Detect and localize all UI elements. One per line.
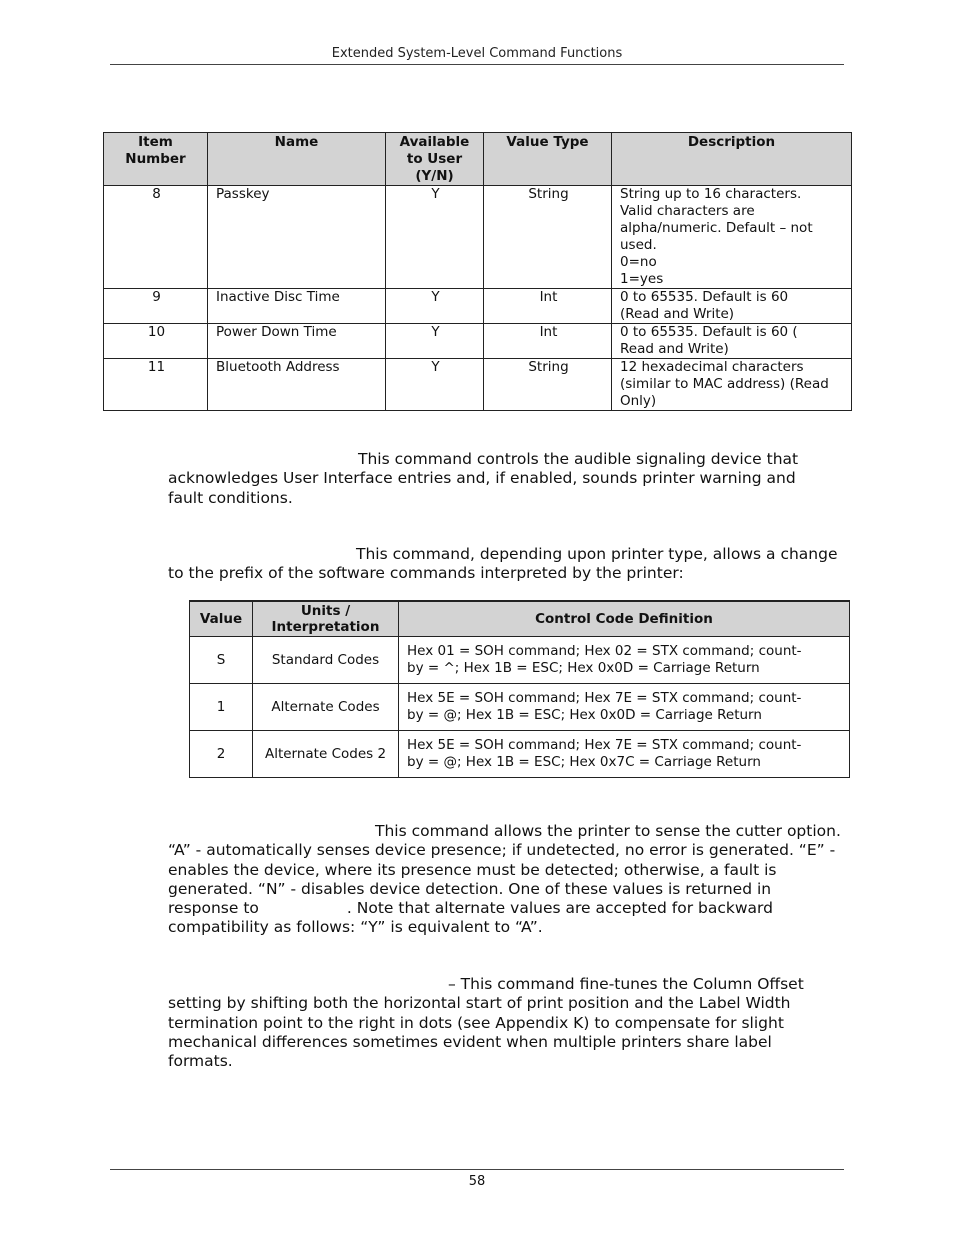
table-header-row xyxy=(104,133,852,186)
header-item-number: Item Number xyxy=(104,133,208,186)
def-line: by = @; Hex 1B = ESC; Hex 0x0D = Carriage Return xyxy=(407,707,762,723)
table-row xyxy=(104,359,852,411)
table-row xyxy=(104,186,852,289)
cell-type: String xyxy=(484,186,612,289)
cell-definition xyxy=(399,637,850,684)
cell-item: 9 xyxy=(104,289,208,324)
table-row xyxy=(190,731,850,778)
paragraph-text: This command controls the audible signaling device that xyxy=(358,450,799,468)
cell-name: Bluetooth Address xyxy=(208,359,386,411)
desc-line: Read and Write) xyxy=(620,341,729,357)
paragraph-line: enables the device, where its presence must be detected; otherwise, a fault is xyxy=(168,860,777,879)
paragraph-line: “A” - automatically senses device presence; if undetected, no error is generated. “E” - xyxy=(168,841,836,860)
cell-name: Power Down Time xyxy=(208,324,386,359)
header-description: Description xyxy=(612,133,852,186)
desc-line: (similar to MAC address) (Read xyxy=(620,376,829,392)
header-value: Value xyxy=(190,601,253,637)
paragraph-text: This command, depending upon printer type, allows a change xyxy=(356,545,838,563)
table-header-row xyxy=(190,601,850,637)
paragraph-line: mechanical differences sometimes evident when multiple printers share label xyxy=(168,1032,772,1051)
control-codes-table xyxy=(189,600,850,778)
cell-type: String xyxy=(484,359,612,411)
footer-rule xyxy=(110,1169,844,1170)
cell-units: Standard Codes xyxy=(253,637,399,684)
cell-description xyxy=(612,324,852,359)
table-row xyxy=(190,684,850,731)
cell-item: 8 xyxy=(104,186,208,289)
def-line: by = @; Hex 1B = ESC; Hex 0x7C = Carriage Return xyxy=(407,754,761,770)
paragraph-line xyxy=(168,899,858,918)
cell-value: 2 xyxy=(190,731,253,778)
cell-available: Y xyxy=(386,324,484,359)
paragraph-line: setting by shifting both the horizontal start of print position and the Label Width xyxy=(168,994,791,1013)
page-number: 58 xyxy=(468,1174,486,1189)
paragraph-line xyxy=(168,545,858,564)
cell-available: Y xyxy=(386,186,484,289)
cell-available: Y xyxy=(386,289,484,324)
desc-line: Only) xyxy=(620,393,657,409)
paragraph-line: generated. “N” - disables device detection. One of these values is returned in xyxy=(168,879,772,898)
header-units: Units / Interpretation xyxy=(253,601,399,637)
cutter-paragraph xyxy=(168,822,858,938)
cell-value: S xyxy=(190,637,253,684)
cell-definition xyxy=(399,731,850,778)
cell-available: Y xyxy=(386,359,484,411)
cell-description xyxy=(612,186,852,289)
paragraph-line: formats. xyxy=(168,1052,233,1071)
desc-line: String up to 16 characters. xyxy=(620,186,802,202)
paragraph-line: fault conditions. xyxy=(168,488,293,507)
header-definition: Control Code Definition xyxy=(399,601,850,637)
cell-value: 1 xyxy=(190,684,253,731)
cell-name: Passkey xyxy=(208,186,386,289)
desc-line: 12 hexadecimal characters xyxy=(620,359,804,375)
paragraph-line: compatibility as follows: “Y” is equivalent to “A”. xyxy=(168,918,543,937)
desc-line: 0 to 65535. Default is 60 ( xyxy=(620,324,798,340)
cell-item: 10 xyxy=(104,324,208,359)
paragraph-line xyxy=(168,450,858,469)
cell-description xyxy=(612,289,852,324)
cell-item: 11 xyxy=(104,359,208,411)
def-line: Hex 01 = SOH command; Hex 02 = STX command; count- xyxy=(407,643,802,659)
table-row xyxy=(104,289,852,324)
desc-line: alpha/numeric. Default – not xyxy=(620,220,813,236)
header-value-type: Value Type xyxy=(484,133,612,186)
cell-type: Int xyxy=(484,289,612,324)
paragraph-line: acknowledges User Interface entries and, if enabled, sounds printer warning and xyxy=(168,469,796,488)
def-line: by = ^; Hex 1B = ESC; Hex 0x0D = Carriage Return xyxy=(407,660,760,676)
paragraph-text: . Note that alternate values are accepted for backward xyxy=(346,899,773,918)
table-row xyxy=(104,324,852,359)
beeper-paragraph xyxy=(168,450,858,508)
cell-description xyxy=(612,359,852,411)
running-header: Extended System-Level Command Functions xyxy=(331,46,623,61)
cell-units: Alternate Codes 2 xyxy=(253,731,399,778)
paragraph-text: This command allows the printer to sense the cutter option. xyxy=(375,822,841,840)
header-available: Available to User (Y/N) xyxy=(386,133,484,186)
header-name: Name xyxy=(208,133,386,186)
paragraph-text: response to xyxy=(168,899,259,918)
desc-line: Valid characters are xyxy=(620,203,755,219)
header-rule xyxy=(110,64,844,65)
paragraph-line: to the prefix of the software commands interpreted by the printer: xyxy=(168,564,684,583)
table-row xyxy=(190,637,850,684)
cell-name: Inactive Disc Time xyxy=(208,289,386,324)
desc-line: 0=no xyxy=(620,254,657,270)
def-line: Hex 5E = SOH command; Hex 7E = STX command; count- xyxy=(407,737,802,753)
paragraph-line xyxy=(168,822,858,841)
column-adjust-paragraph xyxy=(168,975,858,1071)
cell-definition xyxy=(399,684,850,731)
paragraph-text: – This command fine-tunes the Column Offset xyxy=(448,975,804,993)
cell-type: Int xyxy=(484,324,612,359)
desc-line: (Read and Write) xyxy=(620,306,735,322)
cell-units: Alternate Codes xyxy=(253,684,399,731)
desc-line: 1=yes xyxy=(620,271,664,287)
parameters-table xyxy=(103,132,852,411)
desc-line: used. xyxy=(620,237,657,253)
desc-line: 0 to 65535. Default is 60 xyxy=(620,289,789,305)
def-line: Hex 5E = SOH command; Hex 7E = STX command; count- xyxy=(407,690,802,706)
prefix-paragraph xyxy=(168,545,858,584)
paragraph-line xyxy=(168,975,858,994)
paragraph-line: termination point to the right in dots (see Appendix K) to compensate for slight xyxy=(168,1013,784,1032)
